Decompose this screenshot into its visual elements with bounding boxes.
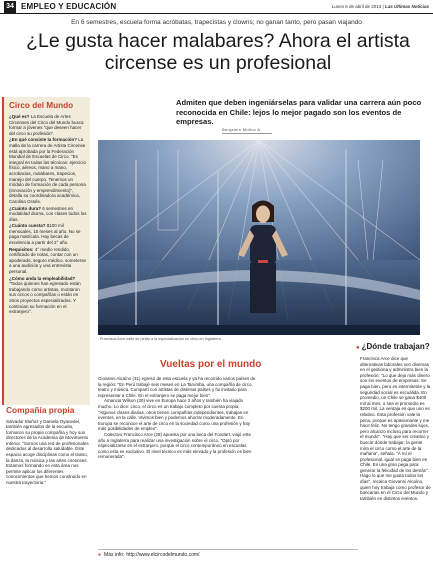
donde-title: [356, 342, 432, 353]
more-info-link[interactable]: http://www.elcircodelmundo.com/: [126, 552, 200, 558]
bullet-icon: ●: [98, 552, 102, 558]
vueltas-paragraph: Giovanni Alcaíno (31) egresó de esta escuela y ya ha recorrido varios países de la región: "En Perú trabajé seis meses en La Tarumba, una compañía de circo, teatro y música. Compartí con artistas de distintos países y fui invitado para representar a Chile. En el extranjero se paga mejor bien".: [98, 376, 256, 398]
page-number: 34: [4, 1, 16, 13]
sidebar-answer: La Escuela de Artes Circenses del Circo del Mundo busca formar a jóvenes "que deseen hacer del circo su profesión".: [9, 114, 84, 136]
photo-credit: [411, 300, 416, 330]
compania-title: Compañía propia: [6, 405, 75, 415]
sidebar-question: ¿Cuánto cuesta?: [9, 223, 46, 229]
sidebar-answer: $100 mil mensuales, 10 meses al año. No se paga matrícula. Hay becas de excelencia a partir del 2° año.: [9, 223, 81, 246]
sidebar-title: Circo del Mundo: [9, 101, 74, 110]
donde-title-text: ¿Dónde trabajan?: [361, 342, 430, 351]
sidebar-question: ¿En qué consiste la formación?: [9, 137, 78, 143]
headline: ¿Le gusta hacer malabares? Ahora el artista circense es un profesional: [26, 30, 410, 74]
sidebar-item: [9, 137, 87, 204]
vueltas-column-left: [98, 376, 258, 460]
sidebar-question: ¿Cuánto dura?: [9, 205, 41, 211]
sidebar-circo-del-mundo: [2, 97, 90, 405]
deck: Admiten que deben ingeniárselas para validar una carrera aún poco reconocida en Chile: lejos lo mejor pagado son los eventos de empresas.: [176, 98, 422, 126]
sidebar-item: [9, 276, 87, 315]
sidebar-question: ¿Qué es?: [9, 114, 30, 119]
kicker: En 6 semestres, escuela forma acróbatas, trapecistas y clowns; no ganan tanto, pero pasan viajando: [71, 19, 362, 26]
photo-illustration: [98, 140, 420, 335]
vueltas-paragraph: Amancia Wilson (30) vive en Europa hace 2 años y también ha viajado mucho. Lo dice: circo, el circo es un trabajo completo por cuenta propia: "Algunos clases diarias, otros tienen compañías independientes, trabajan en eventos, en la calle. Vivimos bien y podemos ahorrar moderadamente. En Europa se reconoce el arte de circo en la sociedad como una profesión y hay más posibilidades de empleo".: [98, 398, 250, 432]
photo-caption: Francisca Arce saltó de pintar a la especialización en circo en Inglaterra.: [100, 337, 222, 341]
sidebar-item: [9, 206, 87, 223]
page-header: [0, 0, 433, 14]
circus-tent-photo: [98, 140, 420, 335]
publication-name: Las Últimas Noticias: [384, 4, 429, 9]
bullet-icon: ●: [356, 345, 360, 351]
compania-body: Salvador Muñoz y Daniela Oyanedel, también egresados de la escuela, formaron su propia compañía y hoy son directores de la Academia de Movimiento Interior. "Somos una red de profesionales dedicados al desarrollo saludable. Este espacio acoge disciplinas como el teatro, la danza, la música y las artes circenses. Estamos formando en esta área nos permite aplicar los diferentes conocimientos que hemos construido en nuestra trayectoria.": [6, 418, 89, 486]
sidebar-answer: La malla de la carrera de Artista Circense está aprobada por la Federación Mundial de Escuelas de Circo. "Es integral en todas las técnicas: ejercicio físico, aéreos, mano a mano, acrobacias, malabares, trapecios, manejo del cuerpo. Tenemos un módulo de formación de cada persona (innovación y emprendimiento)", detalla su coordinadora académica, Carolina Ossés.: [9, 137, 87, 204]
byline-rule: [222, 133, 272, 134]
sidebar-answer: "Todos quienes han egresado están trabajando como artistas, montaron sus circos o compañías o están en otros proyectos especializados. Y continúan su formación en el extranjero".: [9, 281, 81, 315]
sidebar-answer: 6 semestres en modalidad diurna, con clases todos los días.: [9, 205, 87, 222]
sidebar-question: ¿Cómo anda la empleabilidad?: [9, 275, 76, 281]
sidebar-question: Requisitos:: [9, 246, 34, 252]
byline: Benjamín Muñoz A.: [222, 127, 262, 132]
compania-propia-box: [6, 406, 90, 486]
sidebar-answer: 4° medio rendido, certificado de notas, contar con un apoderado, seguro médico, someterse a una audición y una entrevista personal.: [9, 246, 87, 275]
donde-trabajan-box: [356, 342, 432, 501]
section-title: EMPLEO Y EDUCACIÓN: [21, 2, 117, 11]
sidebar-item: [9, 223, 87, 245]
issue-info: [332, 4, 429, 9]
sidebar-item: [9, 114, 87, 136]
more-info-label: Más info:: [104, 552, 125, 558]
sidebar-item: [9, 247, 87, 275]
vueltas-title: Vueltas por el mundo: [160, 359, 262, 370]
donde-body: Francisca Arce dice que alternativas laborales son diversas en el gestiona y administra bien la profesión: "Lo que deja más dinero son los eventos de empresas. Se paga bien, pero es intermitente y la seguridad social es escuálida. En promedio, un Chile se gana $400 mil al mes, o sea el promedio es $200 mil. La ventaja es que uno es relativo. Esta profesión vale la pena, porque es apasionante y me hace feliz. No tengo grandes lujos, pero alcanzo incluso para recorrer el mundo". "Hay que ser creativo y buscar dónde trabajar: la gente mira el circo como el arte de la mañana", señala. "A mí el profesional, igual se paga bien en Chile. Es una gran pega para generar la felicidad de los demás". Hago lo que me gusta todos los días", recalca Giovanni Alcaíno, quien hoy trabaja como profesor de bancarias en el Circo del Mundo y también en distintos eventos.: [360, 356, 431, 501]
vueltas-paragraph: Colectivo Francisco Arce (28) apuesta por una beca del Fondart, viajó este año a Inglaterra para realizar una investigación sobre el circo. "Optó por especializarse en el extranjero, porque el circo contemporáneo en escuelas como esta es exclusivo. El nivel técnico es más elevado y la profesión es bien remunerada".: [98, 431, 252, 460]
more-info-line: [98, 549, 358, 558]
issue-date: Lunes 6 de abril de 2013 |: [331, 4, 384, 9]
